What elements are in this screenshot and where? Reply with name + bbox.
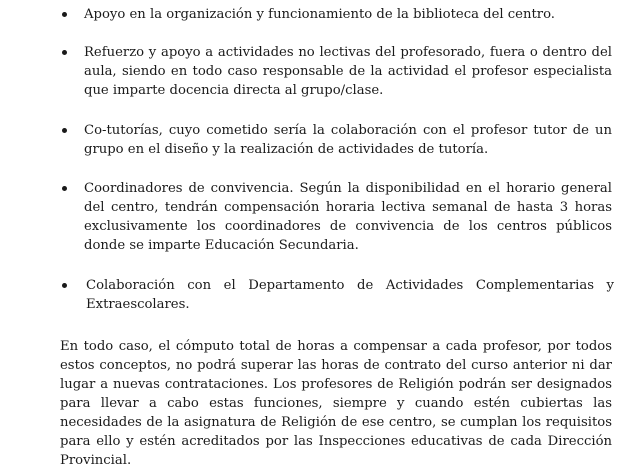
bullet-text: Co-tutorías, cuyo cometido sería la colaboración con el profesor tutor de un grupo en el diseño y la realización de actividades de tutoría. (84, 123, 612, 157)
bullet-text: Apoyo en la organización y funcionamiento de la biblioteca del centro. (84, 7, 555, 22)
bullet-icon (62, 12, 67, 17)
bullet-icon (62, 283, 67, 288)
bullet-text: Refuerzo y apoyo a actividades no lectivas del profesorado, fuera o dentro del aula, siendo en todo caso responsable de la actividad el profesor especialista que imparte docencia directa al grupo/clase. (84, 45, 612, 98)
bullet-item-coordinadores (84, 179, 612, 255)
closing-paragraph: En todo caso, el cómputo total de horas a compensar a cada profesor, por todos estos conceptos, no podrá superar las horas de contrato del curso anterior ni dar lugar a nuevas contrataciones. Los profesores de Religión podrán ser designados para llevar a cabo estas funciones, siempre y cuando estén cubiertas las necesidades de la asignatura de Religión de ese centro, se cumplan los requisitos para ello y estén acreditados por las Inspecciones educativas de cada Dirección Provincial. (60, 339, 612, 469)
bullet-text: Coordinadores de convivencia. Según la disponibilidad en el horario general del centro, tendrán compensación horaria lectiva semanal de hasta 3 horas exclusivamente los coordinadores de convivencia de los centros públicos donde se imparte Educación Secundaria. (84, 181, 612, 253)
bullet-text: Colaboración con el Departamento de Actividades Complementarias y Extraescolares. (86, 278, 614, 312)
bullet-item-biblioteca (84, 5, 612, 24)
bullet-item-co-tutorias (84, 121, 612, 159)
bullet-icon (62, 50, 67, 55)
bullet-icon (62, 128, 67, 133)
bullet-item-refuerzo (84, 43, 612, 100)
bullet-item-colaboracion (86, 276, 614, 314)
bullet-icon (62, 186, 67, 191)
